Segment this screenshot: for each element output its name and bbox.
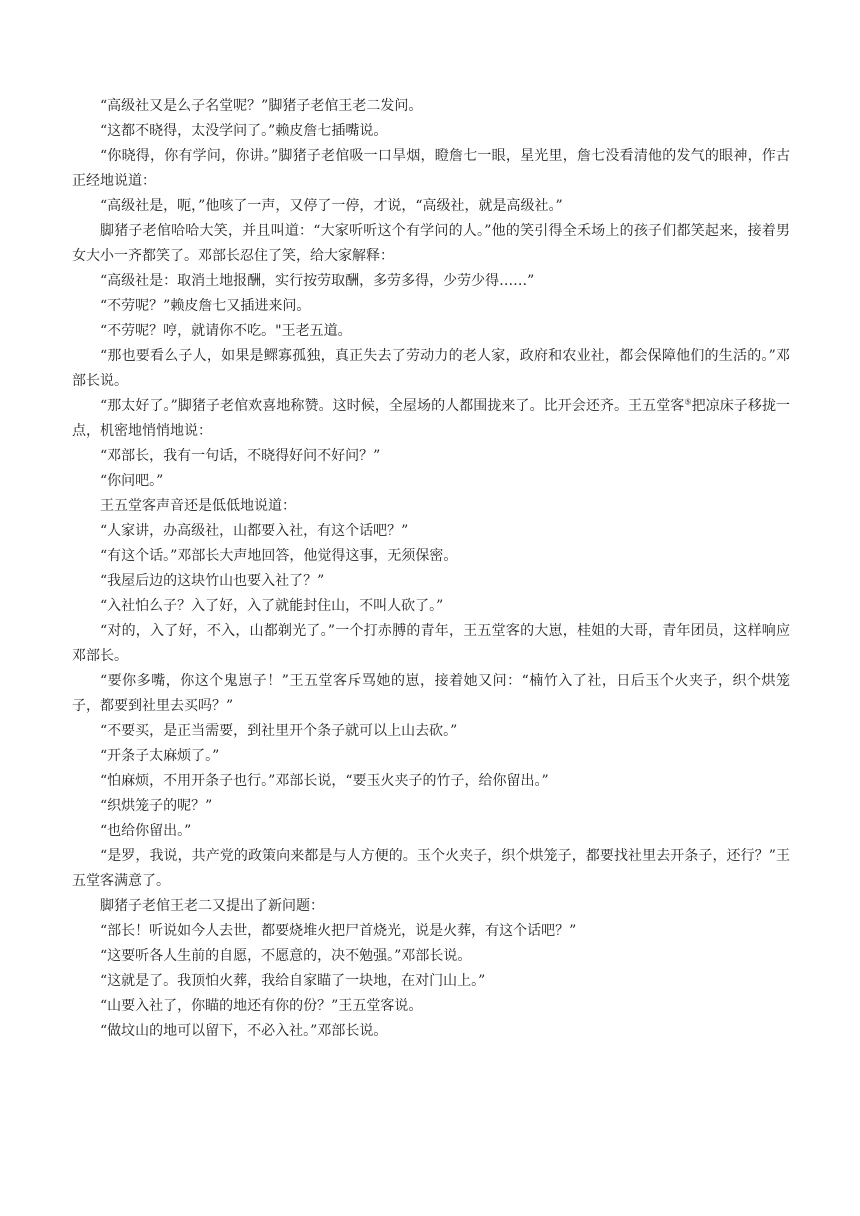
paragraph: “对的，入了好，不入，山都剃光了。”一个打赤膊的青年，王五堂客的大崽，桂姐的大哥，青年团员，这样响应邓部长。 xyxy=(72,623,790,664)
paragraph: “不劳呢？哼，就请你不吃。"王老五道。 xyxy=(100,323,352,339)
paragraph: “邓部长，我有一句话，不晓得好问不好问？” xyxy=(100,448,381,464)
paragraph-with-footnote xyxy=(72,394,790,444)
paragraph: “也给你留出。” xyxy=(100,823,192,839)
paragraph: “这要听各人生前的自愿，不愿意的，决不勉强。”邓部长说。 xyxy=(100,948,472,964)
paragraph: “你晓得，你有学问，你讲。”脚猪子老倌吸一口旱烟，瞪詹七一眼，星光里，詹七没看清他的发气的眼神，作古正经地说道： xyxy=(72,148,790,189)
paragraph: “山要入社了，你瞄的地还有你的份？”王五堂客说。 xyxy=(100,998,423,1014)
paragraph: “这都不晓得，太没学问了。”赖皮詹七插嘴说。 xyxy=(100,123,388,139)
paragraph: “你问吧。” xyxy=(100,473,164,489)
paragraph: 脚猪子老倌王老二又提出了新问题： xyxy=(100,898,324,914)
paragraph: “高级社是，呃，”他咳了一声，又停了一停，才说，“高级社，就是高级社。” xyxy=(100,198,563,214)
paragraph: 脚猪子老倌哈哈大笑，并且叫道：“大家听听这个有学问的人。”他的笑引得全禾场上的孩子们都笑起来，接着男女大小一齐都笑了。邓部长忍住了笑，给大家解释： xyxy=(72,223,790,264)
paragraph: “要你多嘴，你这个鬼崽子！”王五堂客斥骂她的崽，接着她又问：“楠竹入了社，日后玉个火夹子，织个烘笼子，都要到社里去买吗？” xyxy=(72,673,790,714)
paragraph: “是罗，我说，共产党的政策向来都是与人方便的。玉个火夹子，织个烘笼子，都要找社里去开条子，还行？”王五堂客满意了。 xyxy=(72,848,790,889)
paragraph: “高级社又是么子名堂呢？”脚猪子老倌王老二发问。 xyxy=(100,98,423,114)
paragraph: “怕麻烦，不用开条子也行。”邓部长说，“要玉火夹子的竹子，给你留出。” xyxy=(100,773,549,789)
paragraph: “织烘笼子的呢？” xyxy=(100,798,213,814)
paragraph: “高级社是：取消土地报酬，实行按劳取酬，多劳多得，少劳少得……” xyxy=(100,273,535,289)
paragraph: “那也要看么子人，如果是鳏寡孤独，真正失去了劳动力的老人家，政府和农业社，都会保障他们的生活的。”邓部长说。 xyxy=(72,348,790,389)
paragraph: “有这个话。”邓部长大声地回答，他觉得这事，无须保密。 xyxy=(100,548,458,564)
paragraph: “我屋后边的这块竹山也要入社了？” xyxy=(100,573,325,589)
footnote-mark: ⑤ xyxy=(684,397,692,407)
paragraph: “入社怕么子？入了好，入了就能封住山，不叫人砍了。” xyxy=(100,598,444,614)
document-page xyxy=(72,94,790,1044)
paragraph-text: 把凉床子移拢一点，机密地悄悄地说： xyxy=(72,398,791,439)
paragraph: “不要买，是正当需要，到社里开个条子就可以上山去砍。” xyxy=(100,723,458,739)
paragraph: “不劳呢？”赖皮詹七又插进来问。 xyxy=(100,298,311,314)
paragraph-text: “那太好了。”脚猪子老倌欢喜地称赞。这时候，全屋场的人都围拢来了。比开会还齐。王五堂客 xyxy=(100,398,685,414)
paragraph: “人家讲，办高级社，山都要入社，有这个话吧？” xyxy=(100,523,409,539)
paragraph: “开条子太麻烦了。” xyxy=(100,748,220,764)
paragraph: “做坟山的地可以留下，不必入社。”邓部长说。 xyxy=(100,1023,388,1039)
paragraph: 王五堂客声音还是低低地说道： xyxy=(100,498,296,514)
paragraph: “这就是了。我顶怕火葬，我给自家瞄了一块地，在对门山上。” xyxy=(100,973,486,989)
paragraph: “部长！听说如今人去世，都要烧堆火把尸首烧光，说是火葬，有这个话吧？” xyxy=(100,923,577,939)
